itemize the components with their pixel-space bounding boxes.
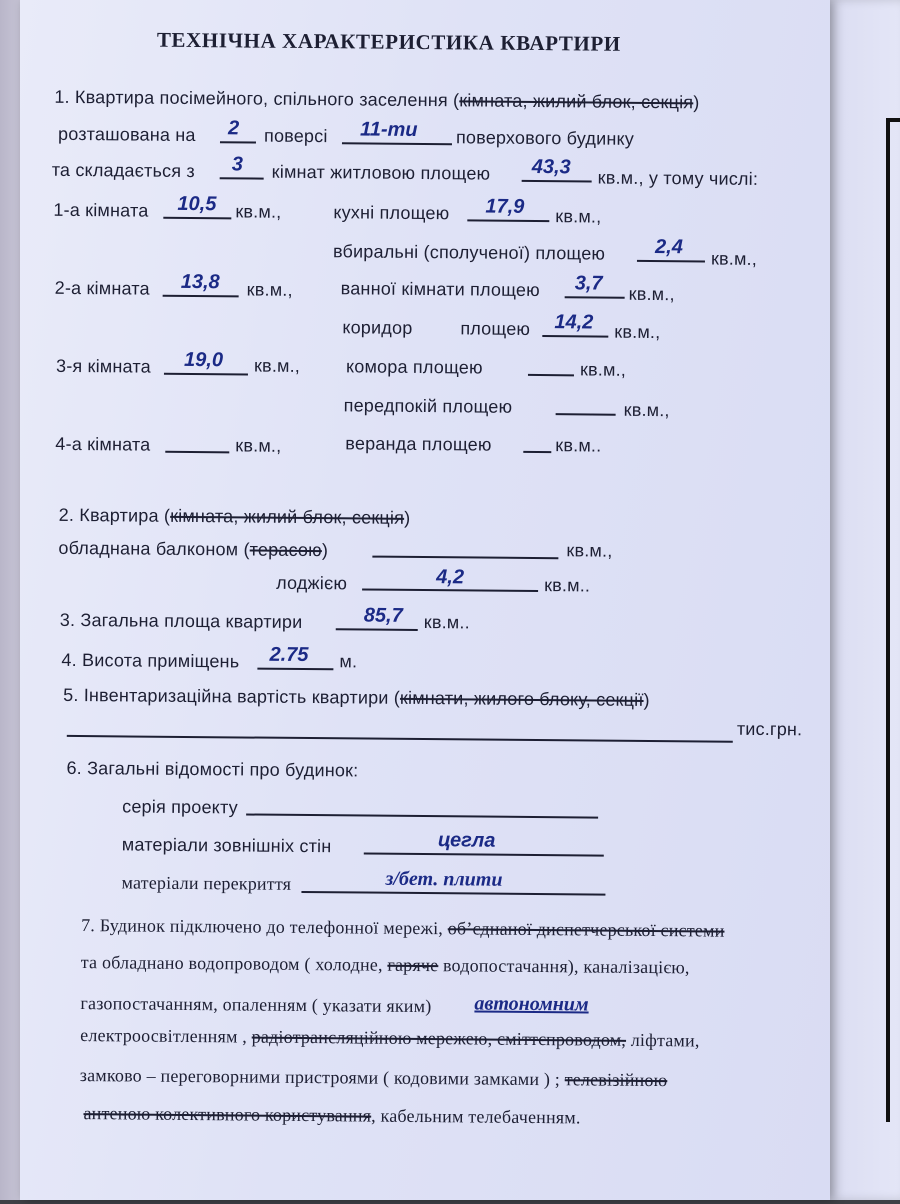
wc-value: 2,4 xyxy=(654,236,683,259)
located-on-label: розташована на xyxy=(57,123,196,146)
room-3-unit: кв.м., xyxy=(253,355,301,376)
rooms-value: 3 xyxy=(231,153,244,176)
bath-unit: кв.м., xyxy=(628,283,675,305)
consists-of-label: та складається з xyxy=(51,159,195,182)
document-page xyxy=(20,0,830,1200)
page-title: ТЕХНІЧНА ХАРАКТЕРИСТИКА КВАРТИРИ xyxy=(156,27,621,56)
room-2-label: 2-а кімната xyxy=(54,277,150,299)
room-1-label: 1-а кімната xyxy=(53,199,149,221)
building-info-label: 6. Загальні відомості про будинок: xyxy=(66,757,359,781)
room-2-unit: кв.м., xyxy=(246,279,293,300)
section-1-intro: 1. Квартира посімейного, спільного заселення (кімната, жилий блок, секція) xyxy=(54,86,700,113)
struck-text: кімната, жилий блок, секція xyxy=(170,505,405,528)
room-1-value: 10,5 xyxy=(177,192,217,216)
total-area-unit: кв.м.. xyxy=(423,612,470,633)
inventory-value-unit: тис.грн. xyxy=(736,718,803,740)
inventory-value-line xyxy=(67,735,733,743)
room-3-label: 3-я кімната xyxy=(55,355,151,377)
hall-label: передпокій площею xyxy=(343,395,513,417)
corridor-value: 14,2 xyxy=(554,311,594,334)
struck-text: кімнати, жилого блоку, секції xyxy=(399,687,644,710)
struck-text: об’єднаної диспетчерської системи xyxy=(447,918,725,941)
veranda-unit: кв.м.. xyxy=(555,435,602,456)
pantry-unit: кв.м., xyxy=(579,359,627,380)
kitchen-label: кухні площею xyxy=(333,202,450,224)
kitchen-unit: кв.м., xyxy=(555,206,602,227)
living-area-line xyxy=(522,180,592,183)
walls-material-line xyxy=(364,853,604,857)
inventory-value-label: 5. Інвентаризаційна вартість квартири (кімнати, жилого блоку, секції) xyxy=(63,684,650,711)
balcony-line xyxy=(372,556,558,560)
kitchen-line xyxy=(467,219,549,222)
ceiling-height-value: 2.75 xyxy=(269,643,309,667)
living-area-label: кімнат житловою площею xyxy=(271,161,491,184)
ceiling-height-unit: м. xyxy=(339,651,358,672)
adjacent-page-frame xyxy=(886,118,900,1122)
utilities-line-5: замково – переговорними пристроями ( кодовими замками ) ; телевізійною xyxy=(79,1065,668,1091)
room-4-unit: кв.м., xyxy=(235,435,282,456)
struck-text: телевізійною xyxy=(564,1069,668,1091)
walls-material-value: цегла xyxy=(437,829,496,852)
floors-total-line xyxy=(342,142,452,145)
corridor-line xyxy=(542,335,608,338)
loggia-unit: кв.м.. xyxy=(544,575,591,596)
utilities-line-1: 7. Будинок підключено до телефонної мережі, об’єднаної диспетчерської системи xyxy=(81,915,725,941)
ceiling-material-line xyxy=(301,891,605,896)
floor-value: 2 xyxy=(228,117,240,140)
ceiling-material-label: матеріали перекриття xyxy=(121,872,292,894)
room-2-value: 13,8 xyxy=(180,270,220,294)
struck-text: кімната, жилий блок, секція xyxy=(459,90,694,113)
room-4-label: 4-а кімната xyxy=(55,433,151,455)
pantry-line xyxy=(528,374,574,376)
project-series-label: серія проекту xyxy=(122,796,238,818)
walls-material-label: матеріали зовнішніх стін xyxy=(121,834,332,857)
room-2-line xyxy=(163,295,239,298)
balcony-label: обладнана балконом (терасою) xyxy=(58,537,329,561)
section-2-intro: 2. Квартира (кімната, жилий блок, секція) xyxy=(58,504,411,528)
ceiling-material-value: з/бет. плити xyxy=(385,867,503,891)
project-series-line xyxy=(246,813,598,818)
struck-text: антеною колективного користування xyxy=(83,1103,372,1126)
utilities-line-4: електроосвітленням , радіотрансляційною мережею, сміттєпроводом, ліфтами, xyxy=(80,1025,700,1051)
corridor-label: коридор xyxy=(342,317,413,338)
corridor-unit: кв.м., xyxy=(614,321,661,343)
bath-value: 3,7 xyxy=(574,272,603,295)
pantry-label: комора площею xyxy=(345,356,483,378)
struck-text: гаряче xyxy=(387,954,439,976)
loggia-value: 4,2 xyxy=(436,566,465,589)
floor-label: поверсі xyxy=(263,125,328,147)
hall-line xyxy=(556,413,616,416)
bath-line xyxy=(565,296,625,299)
wc-unit: кв.м., xyxy=(710,248,758,269)
balcony-unit: кв.м., xyxy=(566,540,613,561)
floor-line xyxy=(220,141,256,143)
total-area-line xyxy=(336,628,418,631)
total-area-value: 85,7 xyxy=(363,604,403,627)
building-floors-label: поверхового будинку xyxy=(455,127,635,149)
living-area-value: 43,3 xyxy=(531,155,571,179)
floors-total-value: 11-ти xyxy=(360,118,418,141)
utilities-line-6: антеною колективного користування, кабельним телебаченням. xyxy=(83,1103,581,1128)
heating-value: автономним xyxy=(474,992,589,1016)
rooms-line xyxy=(220,177,264,179)
veranda-line xyxy=(523,451,551,453)
room-3-value: 19,0 xyxy=(183,348,224,372)
corridor-area-label: площею xyxy=(460,318,531,339)
bath-label: ванної кімнати площею xyxy=(340,278,540,301)
living-area-suffix: кв.м., у тому числі: xyxy=(597,167,759,189)
struck-text: терасою xyxy=(249,539,322,561)
room-1-unit: кв.м., xyxy=(235,201,282,222)
wc-line xyxy=(637,260,705,263)
wc-label: вбиральні (сполученої) площею xyxy=(332,241,606,264)
utilities-line-3: газопостачанням, опаленням ( указати яким) xyxy=(80,993,432,1017)
struck-text: радіотрансляційною мережею, сміттєпроводом, xyxy=(251,1026,627,1050)
loggia-label: лоджією xyxy=(276,572,348,594)
document-sheet xyxy=(15,0,835,1204)
hall-unit: кв.м., xyxy=(623,399,670,421)
room-4-line xyxy=(165,451,229,454)
veranda-label: веранда площею xyxy=(345,433,492,455)
kitchen-value: 17,9 xyxy=(485,195,525,218)
room-1-line xyxy=(163,217,231,220)
utilities-line-2: та обладнано водопроводом ( холодне, гаряче водопостачання), каналізацією, xyxy=(80,952,690,978)
ceiling-height-label: 4. Висота приміщень xyxy=(61,649,240,672)
total-area-label: 3. Загальна площа квартири xyxy=(59,609,303,632)
ceiling-height-line xyxy=(257,668,333,671)
room-3-line xyxy=(164,373,248,376)
